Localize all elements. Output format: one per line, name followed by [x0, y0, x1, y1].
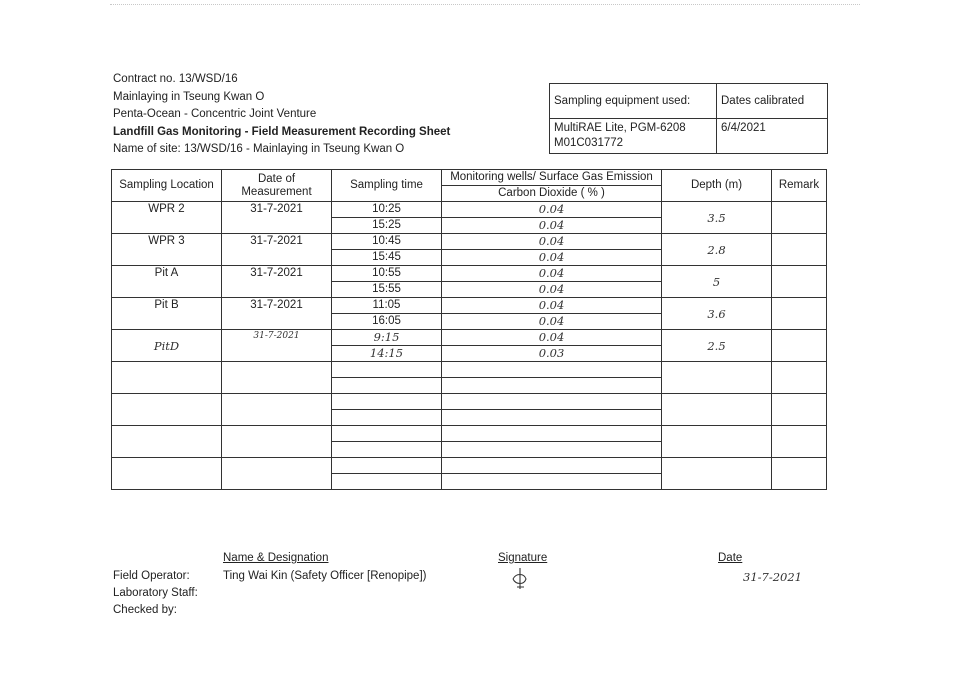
table-row: [112, 266, 827, 282]
location-cell: WPR 3: [112, 234, 222, 266]
device-serial: M01C031772: [554, 137, 624, 149]
location-cell: Pit B: [112, 298, 222, 330]
sheet-title: Landfill Gas Monitoring - Field Measurement Recording Sheet: [113, 125, 451, 138]
header-location: Sampling Location: [112, 170, 222, 202]
time-cell: 15:55: [332, 282, 442, 298]
co2-cell: 0.04: [442, 202, 662, 218]
field-operator-label: Field Operator:: [113, 570, 190, 582]
header-date: Date of Measurement: [222, 170, 332, 202]
depth-cell: 2.5: [662, 330, 772, 362]
device-model: MultiRAE Lite, PGM-6208: [554, 122, 686, 134]
co2-cell: 0.04: [442, 314, 662, 330]
header-monitoring: Monitoring wells/ Surface Gas Emission: [442, 170, 662, 186]
depth-cell: 3.5: [662, 202, 772, 234]
date-cell: 31-7-2021: [222, 202, 332, 234]
table-row: [112, 298, 827, 314]
date-cell: 31-7-2021: [222, 298, 332, 330]
table-row: [112, 234, 827, 250]
header-co2: Carbon Dioxide ( % ): [442, 186, 662, 202]
equipment-device: [550, 119, 717, 154]
time-cell: 15:45: [332, 250, 442, 266]
empty-row: [112, 394, 827, 410]
project-name: Mainlaying in Tseung Kwan O: [113, 90, 265, 103]
empty-row: [112, 362, 827, 378]
calibrated-header: Dates calibrated: [717, 84, 828, 119]
site-name: Name of site: 13/WSD/16 - Mainlaying in Tseung Kwan O: [113, 143, 405, 155]
time-cell: 15:25: [332, 218, 442, 234]
date-heading: Date: [718, 552, 743, 564]
depth-cell: 3.6: [662, 298, 772, 330]
signature-mark: [510, 567, 530, 591]
co2-cell: 0.04: [442, 330, 662, 346]
checked-by-label: Checked by:: [113, 604, 177, 616]
table-row: [112, 202, 827, 218]
remark-cell: [772, 266, 827, 298]
date-cell: 31-7-2021: [222, 234, 332, 266]
co2-cell: 0.04: [442, 266, 662, 282]
date-cell: 31-7-2021: [222, 266, 332, 298]
depth-cell: 5: [662, 266, 772, 298]
co2-cell: 0.03: [442, 346, 662, 362]
field-operator-date: 31-7-2021: [743, 570, 802, 584]
time-cell: 10:55: [332, 266, 442, 282]
co2-cell: 0.04: [442, 218, 662, 234]
field-operator-name: Ting Wai Kin (Safety Officer [Renopipe]): [223, 570, 427, 582]
remark-cell: [772, 234, 827, 266]
contractor-name: Penta-Ocean - Concentric Joint Venture: [113, 108, 317, 120]
co2-cell: 0.04: [442, 234, 662, 250]
scan-edge-line: [110, 4, 860, 5]
measurement-table: [111, 169, 827, 490]
header-remark: Remark: [772, 170, 827, 202]
equipment-table: [549, 83, 828, 154]
time-cell: 14:15: [332, 346, 442, 362]
header-time: Sampling time: [332, 170, 442, 202]
remark-cell: [772, 330, 827, 362]
location-cell: PitD: [112, 330, 222, 362]
laboratory-staff-label: Laboratory Staff:: [113, 587, 198, 599]
name-designation-heading: Name & Designation: [223, 552, 329, 564]
signoff-section: [113, 552, 833, 622]
depth-cell: 2.8: [662, 234, 772, 266]
header-depth: Depth (m): [662, 170, 772, 202]
time-cell: 10:45: [332, 234, 442, 250]
table-row: [112, 330, 827, 346]
remark-cell: [772, 298, 827, 330]
location-cell: WPR 2: [112, 202, 222, 234]
co2-cell: 0.04: [442, 298, 662, 314]
co2-cell: 0.04: [442, 250, 662, 266]
date-cell: 31-7-2021: [222, 330, 332, 362]
time-cell: 11:05: [332, 298, 442, 314]
remark-cell: [772, 202, 827, 234]
signature-heading: Signature: [498, 552, 548, 564]
empty-row: [112, 426, 827, 442]
time-cell: 16:05: [332, 314, 442, 330]
location-cell: Pit A: [112, 266, 222, 298]
time-cell: 10:25: [332, 202, 442, 218]
equipment-header: Sampling equipment used:: [550, 84, 717, 119]
empty-row: [112, 458, 827, 474]
calibration-date: 6/4/2021: [717, 119, 828, 154]
document-header: [113, 71, 450, 159]
contract-number: Contract no. 13/WSD/16: [113, 73, 238, 85]
co2-cell: 0.04: [442, 282, 662, 298]
time-cell: 9:15: [332, 330, 442, 346]
